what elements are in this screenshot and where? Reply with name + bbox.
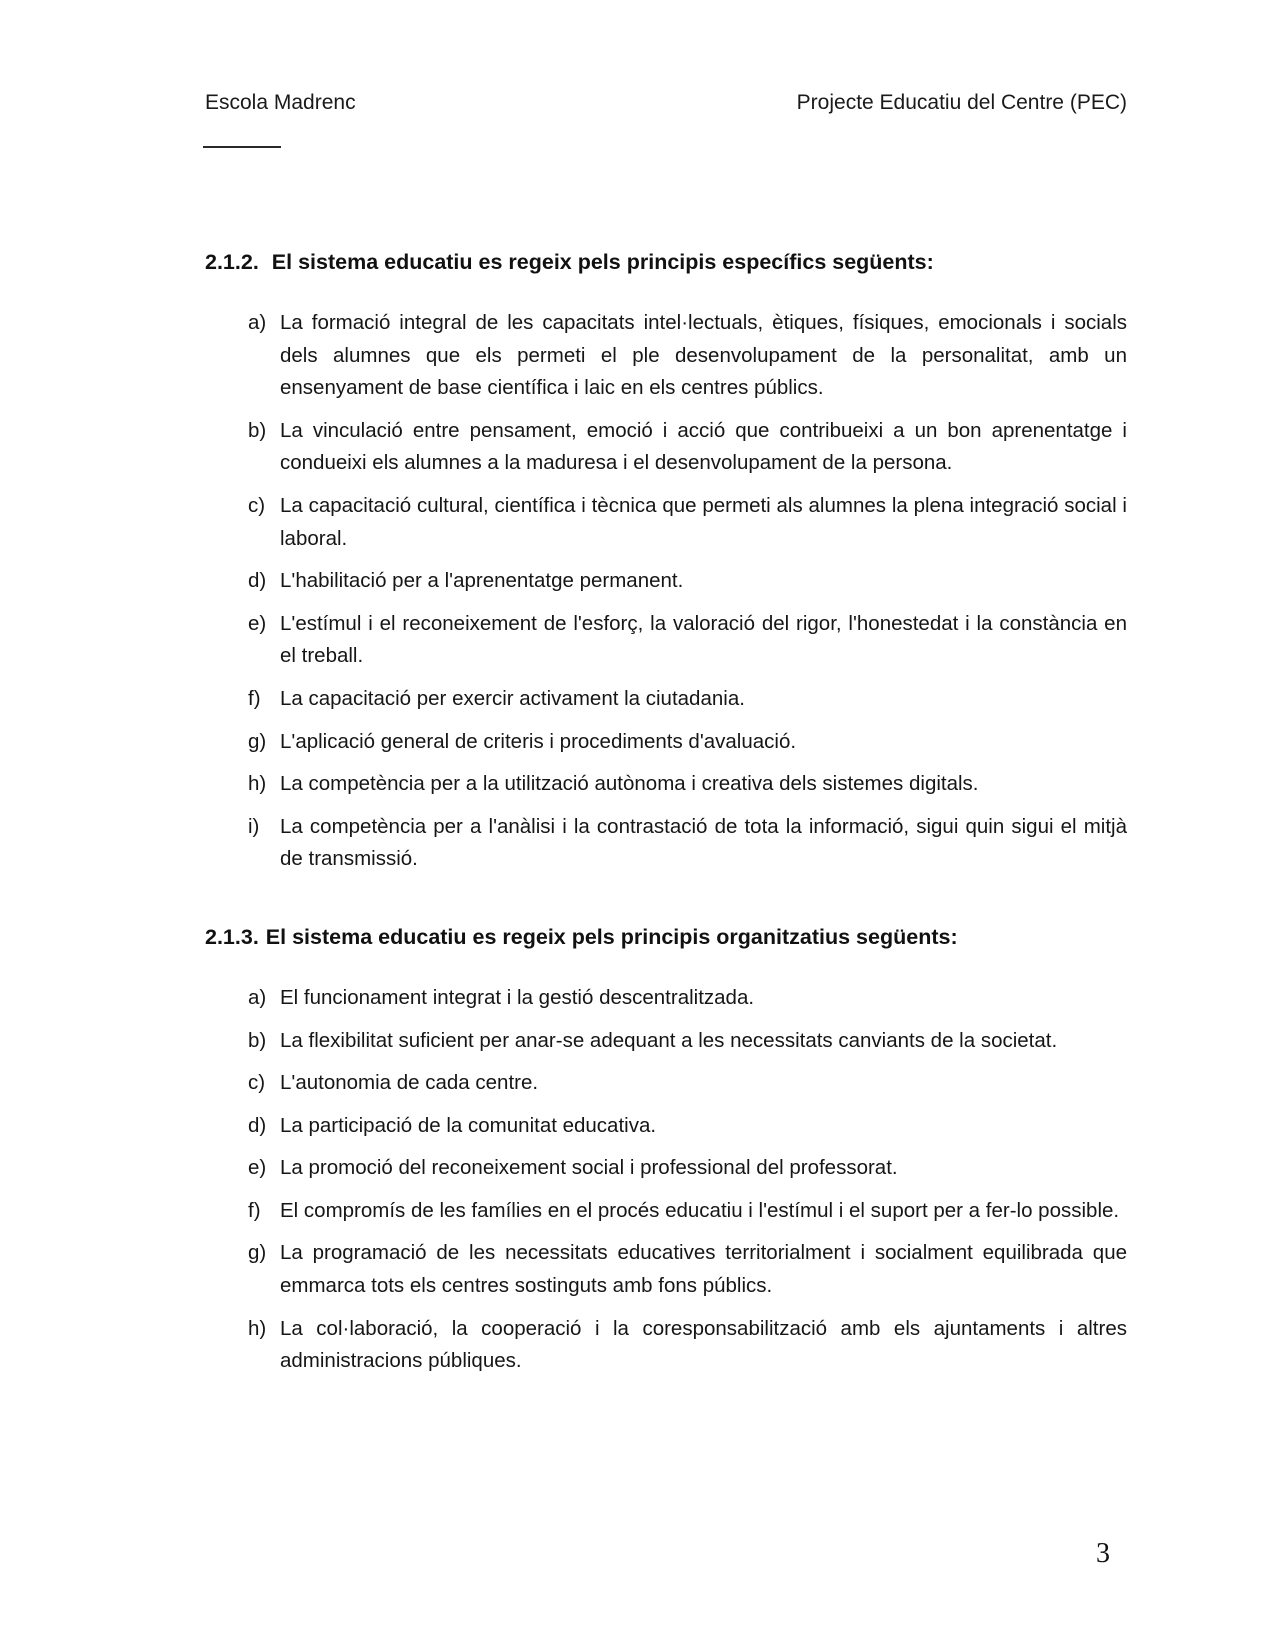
list-item-marker: d)	[248, 1113, 267, 1137]
list-item-text: La programació de les necessitats educatives territorialment i socialment equilibrada que emmarca tots els centres sostinguts amb fons públics.	[280, 1241, 1127, 1298]
list-item	[205, 608, 1127, 673]
section-number: 2.1.2.	[205, 250, 259, 274]
list-item	[205, 1152, 1127, 1185]
list-item-marker: i)	[248, 814, 260, 838]
list-item-text: La capacitació per exercir activament la ciutadania.	[280, 686, 745, 710]
list-item-marker: a)	[248, 985, 267, 1009]
section-heading	[205, 247, 1127, 277]
list-item-marker: b)	[248, 418, 267, 442]
section-list	[205, 982, 1127, 1378]
list-item-text: La flexibilitat suficient per anar-se adequant a les necessitats canviants de la societat.	[280, 1028, 1058, 1052]
list-item	[205, 490, 1127, 555]
list-item	[205, 1025, 1127, 1058]
list-item-text: L'autonomia de cada centre.	[280, 1071, 539, 1095]
section-heading	[205, 922, 1127, 952]
list-item-marker: d)	[248, 569, 267, 593]
list-item-marker: b)	[248, 1028, 267, 1052]
list-item-marker: e)	[248, 611, 267, 635]
section-title: El sistema educatiu es regeix pels principis organitzatius següents:	[265, 924, 958, 949]
section-2-1-3	[205, 922, 1127, 1378]
list-item-marker: e)	[248, 1156, 267, 1180]
list-item-text: El compromís de les famílies en el procés educatiu i l'estímul i el suport per a fer-lo possible.	[280, 1198, 1120, 1222]
list-item-marker: f)	[248, 686, 261, 710]
list-item-marker: f)	[248, 1198, 261, 1222]
section-list	[205, 307, 1127, 876]
page-content	[205, 247, 1127, 1388]
list-item	[205, 1237, 1127, 1302]
header-rule	[203, 146, 281, 148]
header-document-title: Projecte Educatiu del Centre (PEC)	[796, 91, 1127, 114]
list-item-text: La participació de la comunitat educativa.	[280, 1113, 657, 1137]
list-item-marker: h)	[248, 1316, 267, 1340]
list-item-text: La col·laboració, la cooperació i la coresponsabilització amb els ajuntaments i altres administracions públiques.	[280, 1316, 1127, 1373]
list-item-marker: g)	[248, 1241, 267, 1265]
list-item	[205, 811, 1127, 876]
list-item-marker: c)	[248, 493, 266, 517]
list-item	[205, 1067, 1127, 1100]
page-header	[205, 90, 1127, 116]
list-item-text: La capacitació cultural, científica i tècnica que permeti als alumnes la plena integració social i laboral.	[280, 493, 1127, 550]
section-number: 2.1.3.	[205, 924, 259, 949]
list-item	[205, 683, 1127, 716]
list-item	[205, 1195, 1127, 1228]
list-item-marker: g)	[248, 729, 267, 753]
list-item-text: La formació integral de les capacitats intel·lectuals, ètiques, físiques, emocionals i socials dels alumnes que els permeti el ple desenvolupament de la personalitat, amb un ensenyament de base científica i laic en els centres públics.	[280, 311, 1127, 400]
list-item	[205, 307, 1127, 405]
list-item-marker: h)	[248, 772, 267, 796]
page-number: 3	[1096, 1538, 1110, 1569]
list-item-text: L'estímul i el reconeixement de l'esforç, la valoració del rigor, l'honestedat i la constància en el treball.	[280, 611, 1127, 668]
list-item-marker: a)	[248, 311, 267, 334]
list-item	[205, 1110, 1127, 1143]
list-item-text: La competència per a l'anàlisi i la contrastació de tota la informació, sigui quin sigui el mitjà de transmissió.	[280, 814, 1127, 871]
list-item	[205, 726, 1127, 759]
list-item-text: La promoció del reconeixement social i professional del professorat.	[280, 1156, 898, 1180]
list-item	[205, 565, 1127, 598]
list-item-text: L'aplicació general de criteris i procediments d'avaluació.	[280, 729, 797, 753]
list-item	[205, 415, 1127, 480]
list-item-text: La competència per a la utilització autònoma i creativa dels sistemes digitals.	[280, 772, 979, 796]
list-item-text: El funcionament integrat i la gestió descentralitzada.	[280, 985, 755, 1009]
list-item-text: L'habilitació per a l'aprenentatge permanent.	[280, 569, 684, 593]
header-school-name: Escola Madrenc	[205, 91, 356, 114]
section-2-1-2	[205, 247, 1127, 876]
list-item	[205, 1313, 1127, 1378]
list-item-marker: c)	[248, 1071, 266, 1095]
section-title: El sistema educatiu es regeix pels principis específics següents:	[271, 250, 934, 274]
list-item	[205, 768, 1127, 801]
list-item	[205, 982, 1127, 1015]
list-item-text: La vinculació entre pensament, emoció i acció que contribueixi a un bon aprenentatge i condueixi els alumnes a la maduresa i el desenvolupament de la persona.	[280, 418, 1127, 475]
